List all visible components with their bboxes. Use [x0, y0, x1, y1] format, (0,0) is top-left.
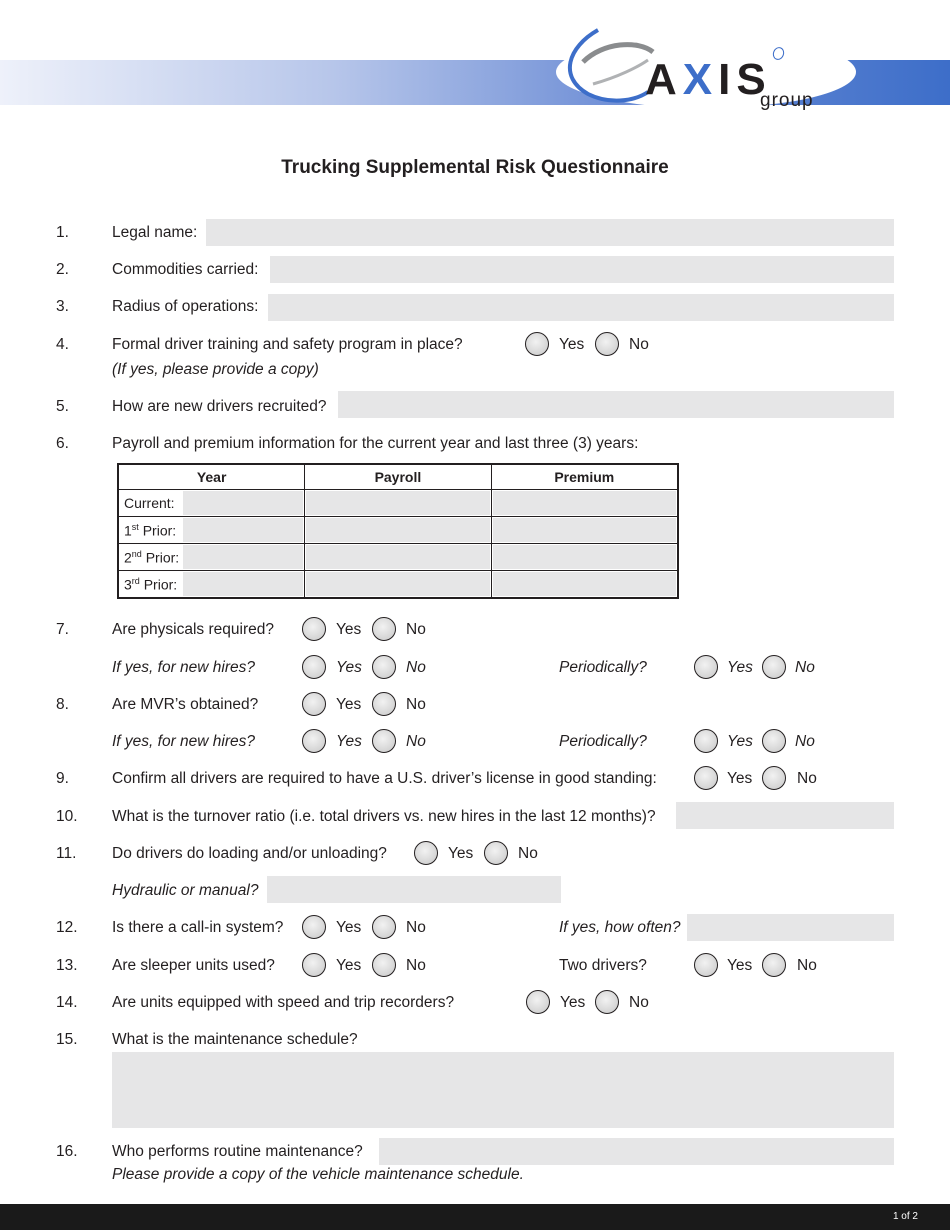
maintenance-performer-field[interactable] — [379, 1138, 894, 1165]
q15-number: 15. — [56, 1031, 78, 1048]
turnover-ratio-field[interactable] — [676, 802, 894, 829]
q3-number: 3. — [56, 298, 69, 315]
q12-number: 12. — [56, 919, 78, 936]
q4-label: Formal driver training and safety program in place? — [112, 336, 463, 353]
q9-no-radio[interactable] — [762, 766, 786, 790]
logo-subtitle: group — [760, 90, 814, 111]
q12-yes-label: Yes — [336, 919, 362, 936]
q4-note: (If yes, please provide a copy) — [112, 361, 319, 378]
q11-yes-radio[interactable] — [414, 841, 438, 865]
q13-two-drivers-no-radio[interactable] — [762, 953, 786, 977]
q9-number: 9. — [56, 770, 69, 787]
q7-no-radio[interactable] — [372, 617, 396, 641]
q4-no-label: No — [629, 336, 649, 353]
q8-new-hires-no-radio[interactable] — [372, 729, 396, 753]
q7-label: Are physicals required? — [112, 621, 274, 638]
q7-periodically-label: Periodically? — [559, 659, 647, 676]
q14-yes-radio[interactable] — [526, 990, 550, 1014]
q14-yes-label: Yes — [560, 994, 586, 1011]
q3-label: Radius of operations: — [112, 298, 259, 315]
q4-yes-label: Yes — [559, 336, 585, 353]
q13-two-drivers-yes-label: Yes — [727, 957, 753, 974]
page-title: Trucking Supplemental Risk Questionnaire — [281, 157, 669, 178]
q7-periodically-yes-label: Yes — [727, 659, 753, 676]
q13-two-drivers-yes-radio[interactable] — [694, 953, 718, 977]
q9-no-label: No — [797, 770, 817, 787]
q16-note: Please provide a copy of the vehicle maintenance schedule. — [112, 1166, 524, 1183]
q8-number: 8. — [56, 696, 69, 713]
premium-cell[interactable] — [491, 490, 678, 517]
col-payroll: Payroll — [305, 464, 491, 490]
q12-yes-radio[interactable] — [302, 915, 326, 939]
q5-number: 5. — [56, 398, 69, 415]
q8-no-label: No — [406, 696, 426, 713]
row-label: 1st Prior: — [124, 522, 177, 539]
q8-new-hires-yes-label: Yes — [336, 733, 362, 750]
q11-number: 11. — [56, 845, 77, 862]
call-in-frequency-field[interactable] — [687, 914, 894, 941]
payroll-cell[interactable] — [305, 544, 491, 571]
q7-new-hires-yes-label: Yes — [336, 659, 362, 676]
year-cell[interactable] — [118, 571, 305, 599]
q2-number: 2. — [56, 261, 69, 278]
q4-no-radio[interactable] — [595, 332, 619, 356]
q13-number: 13. — [56, 957, 78, 974]
premium-cell[interactable] — [491, 544, 678, 571]
q8-no-radio[interactable] — [372, 692, 396, 716]
q2-label: Commodities carried: — [112, 261, 259, 278]
payroll-cell[interactable] — [305, 490, 491, 517]
q11-no-label: No — [518, 845, 538, 862]
table-row — [118, 490, 678, 517]
q12-label: Is there a call-in system? — [112, 919, 284, 936]
q8-label: Are MVR’s obtained? — [112, 696, 259, 713]
q14-no-label: No — [629, 994, 649, 1011]
q10-label: What is the turnover ratio (i.e. total drivers vs. new hires in the last 12 months)? — [112, 808, 656, 825]
q8-new-hires-no-label: No — [406, 733, 426, 750]
payroll-cell[interactable] — [305, 517, 491, 544]
q7-new-hires-no-label: No — [406, 659, 426, 676]
q8-periodically-yes-label: Yes — [727, 733, 753, 750]
table-row — [118, 571, 678, 599]
payroll-table — [117, 463, 679, 599]
maintenance-schedule-textarea[interactable] — [112, 1052, 894, 1128]
q11-yes-label: Yes — [448, 845, 474, 862]
q14-label: Are units equipped with speed and trip recorders? — [112, 994, 455, 1011]
q8-periodically-yes-radio[interactable] — [694, 729, 718, 753]
q4-yes-radio[interactable] — [525, 332, 549, 356]
payroll-cell[interactable] — [305, 571, 491, 599]
q9-yes-radio[interactable] — [694, 766, 718, 790]
q16-label: Who performs routine maintenance? — [112, 1143, 363, 1160]
q11-hydraulic-label: Hydraulic or manual? — [112, 882, 259, 899]
legal-name-field[interactable] — [206, 219, 894, 246]
page-footer — [0, 1204, 950, 1230]
q15-label: What is the maintenance schedule? — [112, 1031, 358, 1048]
table-row — [118, 544, 678, 571]
q1-number: 1. — [56, 224, 69, 241]
q16-number: 16. — [56, 1143, 78, 1160]
q12-no-radio[interactable] — [372, 915, 396, 939]
q13-two-drivers-label: Two drivers? — [559, 957, 647, 974]
q7-periodically-no-radio[interactable] — [762, 655, 786, 679]
q7-periodically-no-label: No — [795, 659, 815, 676]
q8-periodically-label: Periodically? — [559, 733, 647, 750]
commodities-field[interactable] — [270, 256, 894, 283]
row-label: 3rd Prior: — [124, 576, 178, 593]
q5-label: How are new drivers recruited? — [112, 398, 327, 415]
recruitment-field[interactable] — [338, 391, 894, 418]
q8-new-hires-label: If yes, for new hires? — [112, 733, 256, 750]
q7-yes-label: Yes — [336, 621, 362, 638]
q1-label: Legal name: — [112, 224, 198, 241]
q7-no-label: No — [406, 621, 426, 638]
year-cell[interactable] — [118, 517, 305, 544]
page-number: 1 of 2 — [892, 1211, 918, 1222]
q8-periodically-no-label: No — [795, 733, 815, 750]
q7-new-hires-no-radio[interactable] — [372, 655, 396, 679]
table-row — [118, 517, 678, 544]
q6-label: Payroll and premium information for the current year and last three (3) years: — [112, 435, 639, 452]
q10-number: 10. — [56, 808, 78, 825]
q12-how-often-label: If yes, how often? — [559, 919, 681, 936]
q9-label: Confirm all drivers are required to have a U.S. driver’s license in good standing: — [112, 770, 657, 787]
q12-no-label: No — [406, 919, 426, 936]
q13-no-radio[interactable] — [372, 953, 396, 977]
q9-yes-label: Yes — [727, 770, 753, 787]
q13-yes-label: Yes — [336, 957, 362, 974]
q4-number: 4. — [56, 336, 69, 353]
q7-number: 7. — [56, 621, 69, 638]
q13-label: Are sleeper units used? — [112, 957, 275, 974]
q8-yes-radio[interactable] — [302, 692, 326, 716]
year-cell[interactable] — [118, 544, 305, 571]
table-header-row — [118, 464, 678, 490]
q14-no-radio[interactable] — [595, 990, 619, 1014]
col-premium: Premium — [491, 464, 678, 490]
year-cell[interactable] — [118, 490, 305, 517]
q7-new-hires-label: If yes, for new hires? — [112, 659, 256, 676]
q7-new-hires-yes-radio[interactable] — [302, 655, 326, 679]
logo-wordmark: AXIS — [645, 55, 772, 104]
q6-number: 6. — [56, 435, 69, 452]
hydraulic-manual-field[interactable] — [267, 876, 561, 903]
q13-yes-radio[interactable] — [302, 953, 326, 977]
q14-number: 14. — [56, 994, 78, 1011]
premium-cell[interactable] — [491, 571, 678, 599]
premium-cell[interactable] — [491, 517, 678, 544]
q11-label: Do drivers do loading and/or unloading? — [112, 845, 387, 862]
row-label: 2nd Prior: — [124, 549, 180, 566]
q13-two-drivers-no-label: No — [797, 957, 817, 974]
q8-periodically-no-radio[interactable] — [762, 729, 786, 753]
q13-no-label: No — [406, 957, 426, 974]
radius-field[interactable] — [268, 294, 894, 321]
q7-periodically-yes-radio[interactable] — [694, 655, 718, 679]
col-year: Year — [118, 464, 305, 490]
row-label: Current: — [124, 495, 175, 511]
q8-new-hires-yes-radio[interactable] — [302, 729, 326, 753]
q8-yes-label: Yes — [336, 696, 362, 713]
q11-no-radio[interactable] — [484, 841, 508, 865]
q7-yes-radio[interactable] — [302, 617, 326, 641]
